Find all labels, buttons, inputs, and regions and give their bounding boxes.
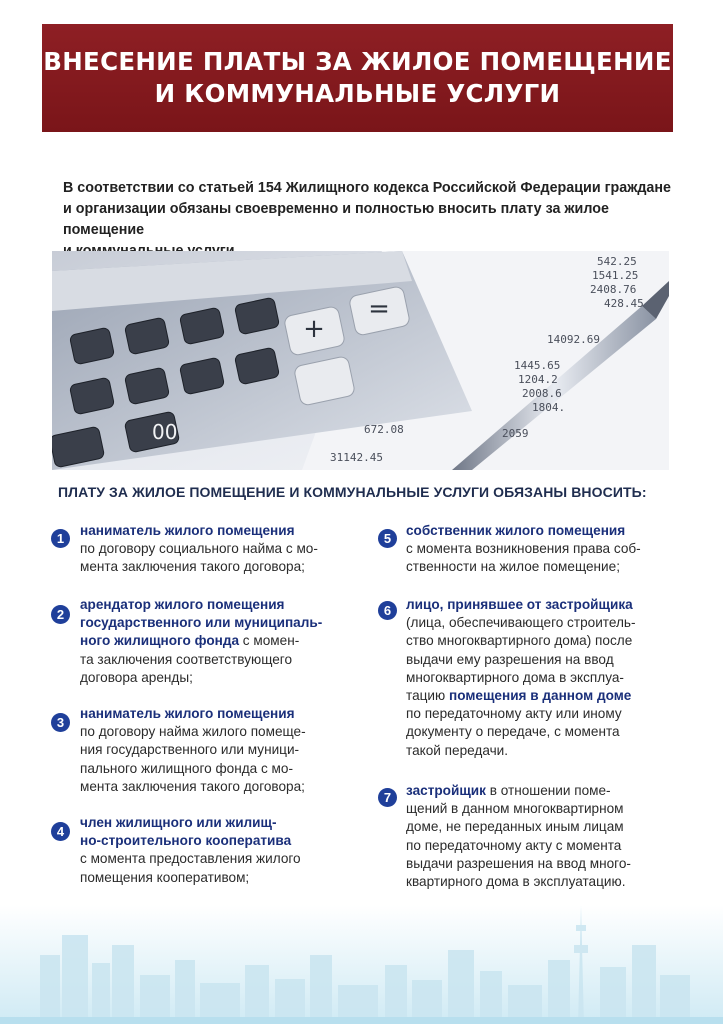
title-line-1: ВНЕСЕНИЕ ПЛАТЫ ЗА ЖИЛОЕ ПОМЕЩЕНИЕ xyxy=(43,47,672,76)
calculator-photo-illustration xyxy=(52,251,669,470)
photo-number: 1204.2 xyxy=(518,373,558,386)
number-badge-4: 4 xyxy=(51,822,70,841)
item-4-heading: член жилищного или жилищ- xyxy=(80,815,277,830)
item-6-text: по передаточному акту или иному xyxy=(406,706,622,722)
intro-line-2: и организации обязаны своевременно и полностью вносить плату за жилое помещение xyxy=(63,201,609,238)
list-item-2 xyxy=(80,596,370,687)
number-badge-6: 6 xyxy=(378,601,397,620)
item-4-text: помещения кооперативом; xyxy=(80,869,250,885)
item-7-text: в отношении поме- xyxy=(485,783,611,798)
item-6-text: документу о передаче, с момента xyxy=(406,724,620,740)
list-item-1 xyxy=(80,522,370,577)
item-6-text: (лица, обеспечивающего строитель- xyxy=(406,615,636,631)
item-6-heading: помещения в данном доме xyxy=(449,688,632,704)
item-3-text: мента заключения такого договора; xyxy=(80,778,305,794)
list-item-5 xyxy=(406,522,696,577)
item-6-text: многоквартирного дома в эксплуа- xyxy=(406,669,624,685)
number-badge-5: 5 xyxy=(378,529,397,548)
photo-number: 2408.76 xyxy=(590,283,637,296)
number-badge-3: 3 xyxy=(51,713,70,732)
item-5-text: с момента возникновения права соб- xyxy=(406,541,641,557)
number-badge-2: 2 xyxy=(51,605,70,624)
item-7-text: квартирного дома в эксплуатацию. xyxy=(406,874,626,890)
item-1-heading: наниматель жилого помещения xyxy=(80,523,295,538)
list-item-4 xyxy=(80,814,370,887)
item-7-text: выдачи разрешения на ввод много- xyxy=(406,855,631,871)
photo-number: 428.45 xyxy=(604,297,644,310)
city-skyline-icon xyxy=(0,905,723,1024)
item-7-text: по передаточному акту с момента xyxy=(406,837,622,853)
item-4-text: с момента предоставления жилого xyxy=(80,851,301,867)
photo-number: 542.25 xyxy=(597,255,637,268)
item-3-text: по договору найма жилого помеще- xyxy=(80,724,306,740)
item-5-text: ственности на жилое помещение; xyxy=(406,559,620,575)
photo-number: 672.08 xyxy=(364,423,404,436)
item-6-text: такой передачи. xyxy=(406,742,509,758)
item-6-text: выдачи ему разрешения на ввод xyxy=(406,651,614,667)
section-title: ПЛАТУ ЗА ЖИЛОЕ ПОМЕЩЕНИЕ И КОММУНАЛЬНЫЕ УСЛУГИ ОБЯЗАНЫ ВНОСИТЬ: xyxy=(58,484,647,500)
intro-line-1: В соответствии со статьей 154 Жилищного кодекса Российской Федерации граждане xyxy=(63,180,671,196)
item-7-heading: застройщик xyxy=(406,783,486,798)
item-7-text: доме, не переданных иным лицам xyxy=(406,819,624,835)
item-6-heading: лицо, принявшее от застройщика xyxy=(406,597,633,612)
list-item-6 xyxy=(406,596,696,760)
item-2-heading: государственного или муниципаль- xyxy=(80,615,323,631)
item-6-text: тацию xyxy=(406,688,449,704)
number-badge-1: 1 xyxy=(51,529,70,548)
item-3-text: ния государственного или муници- xyxy=(80,742,300,758)
item-7-text: щений в данном многоквартирном xyxy=(406,801,624,817)
photo-number: 1541.25 xyxy=(592,269,639,282)
item-4-heading: но-строительного кооператива xyxy=(80,833,292,849)
intro-paragraph xyxy=(63,178,683,262)
title-line-2: И КОММУНАЛЬНЫЕ УСЛУГИ xyxy=(154,79,561,108)
item-1-text: по договору социального найма с мо- xyxy=(80,541,318,557)
svg-text:+: + xyxy=(303,314,325,344)
city-skyline-decoration xyxy=(0,905,723,1024)
item-3-heading: наниматель жилого помещения xyxy=(80,706,295,721)
item-5-heading: собственник жилого помещения xyxy=(406,523,626,538)
photo-number: 1804. xyxy=(532,401,566,414)
photo-number: 1445.65 xyxy=(514,359,561,372)
item-2-text: с момен- xyxy=(239,633,300,649)
item-2-text: та заключения соответствующего xyxy=(80,651,293,667)
list-item-7 xyxy=(406,782,696,891)
item-1-text: мента заключения такого договора; xyxy=(80,559,305,575)
svg-text:=: = xyxy=(368,294,390,324)
list-item-3 xyxy=(80,705,370,796)
number-badge-7: 7 xyxy=(378,788,397,807)
item-3-text: пального жилищного фонда с мо- xyxy=(80,760,293,776)
item-2-text: договора аренды; xyxy=(80,669,193,685)
photo-key-00: 00 xyxy=(152,420,178,444)
photo-number: 14092.69 xyxy=(547,333,600,346)
item-2-heading: ного жилищного фонда xyxy=(80,633,240,649)
photo-number: 31142.45 xyxy=(330,451,383,464)
item-2-heading: арендатор жилого помещения xyxy=(80,597,285,612)
calculator-photo xyxy=(52,251,669,470)
item-6-text: ство многоквартирного дома) после xyxy=(406,633,633,649)
photo-number: 2059 xyxy=(502,427,529,440)
photo-number: 2008.6 xyxy=(522,387,562,400)
title-banner xyxy=(42,24,673,132)
